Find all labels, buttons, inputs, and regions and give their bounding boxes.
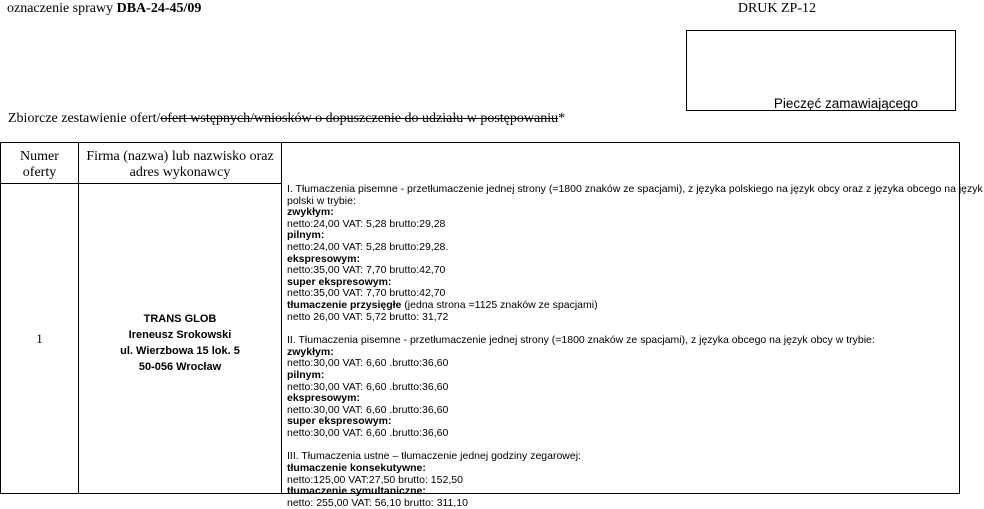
case-label: oznaczenie sprawy [7,1,117,16]
case-number: DBA-24-45/09 [116,1,202,16]
section2-urgent-label: pilnym: [287,368,325,381]
firm-city: 50-056 Wrocław [138,361,222,373]
stamp-label: Pieczęć zamawiającego [773,96,918,111]
section2-express-label: ekspresowym: [287,392,360,405]
section1-express-price: netto:35,00 VAT: 7,70 brutto:42,70 [287,264,446,277]
section2-regular-label: zwykłym: [287,345,334,358]
table-header-row [1,143,960,184]
section3-simultaneous-price: netto: 255,00 VAT: 56,10 brutto: 311,10 [287,496,468,509]
case-reference [7,1,201,17]
header-firm-line1: Firma (nazwa) lub nazwisko oraz [86,149,274,164]
section3-simultaneous-label: tłumaczenie symultaniczne: [287,485,426,498]
header-firm [79,143,282,184]
firm-name: TRANS GLOB [143,313,217,325]
summary-prefix: Zbiorcze zestawienie ofert/ [8,111,161,126]
section1-sworn-price: netto 26,00 VAT: 5,72 brutto: 31,72 [287,310,449,323]
section3-consecutive-price: netto:125,00 VAT:27,50 brutto: 152,50 [287,473,463,486]
section1-express-label: ekspresowym: [287,252,360,265]
section2-super-express-label: super ekspresowym: [287,415,392,428]
firm-person: Ireneusz Srokowski [128,329,232,341]
section1-sworn-note: (jedna strona =1125 znaków ze spacjami) [401,298,598,311]
header-number-line1: Numer [20,149,59,164]
section2-regular-price: netto:30,00 VAT: 6,60 .brutto:36,60 [287,357,449,370]
section2-super-express-price: netto:30,00 VAT: 6,60 .brutto:36,60 [287,426,449,439]
summary-struck-text: ofert wstępnych/wniosków o dopuszczenie do udziału w postępowaniu [160,111,559,126]
section2-title: II. Tłumaczenia pisemne - przetłumaczenie jednej strony (=1800 znaków ze spacjami), z języka obcego na język obcy w trybie: [287,334,875,347]
offer-number: 1 [1,184,79,494]
section1-regular-label: zwykłym: [287,206,334,219]
summary-title [8,111,565,127]
firm-details [79,184,282,494]
offer-text [281,183,983,509]
section2-express-price: netto:30,00 VAT: 6,60 .brutto:36,60 [287,403,449,416]
firm-street: ul. Wierzbowa 15 lok. 5 [120,345,240,357]
print-code: DRUK ZP-12 [737,1,816,16]
section1-urgent-label: pilnym: [287,229,325,242]
section1-super-express-label: super ekspresowym: [287,275,392,288]
section1-sworn-line [281,300,951,312]
section1-super-express-price: netto:35,00 VAT: 7,70 brutto:42,70 [287,287,446,300]
header-firm-line2: adres wykonawcy [129,165,231,180]
section1-title-line1: I. Tłumaczenia pisemne - przetłumaczenie jednej strony (=1800 znaków ze spacjami), z języka polskiego na język obcy oraz z języka obcego na język [287,183,983,195]
section3-consecutive-label: tłumaczenie konsekutywne: [287,462,426,475]
section2-urgent-price: netto:30,00 VAT: 6,60 .brutto:36,60 [287,380,449,393]
section1-sworn-label: tłumaczenie przysięgłe [287,298,402,311]
header-offer-number [1,143,79,184]
section1-title-line2: polski w trybie: [287,194,356,207]
section1-urgent-price: netto:24,00 VAT: 5,28 brutto:29,28. [287,240,449,253]
section3-title: III. Tłumaczenia ustne – tłumaczenie jednej godziny zegarowej: [287,450,581,463]
header-number-line2: oferty [22,165,57,180]
section1-regular-price: netto:24,00 VAT: 5,28 brutto:29,28 [287,217,446,230]
summary-asterisk: * [558,111,566,126]
